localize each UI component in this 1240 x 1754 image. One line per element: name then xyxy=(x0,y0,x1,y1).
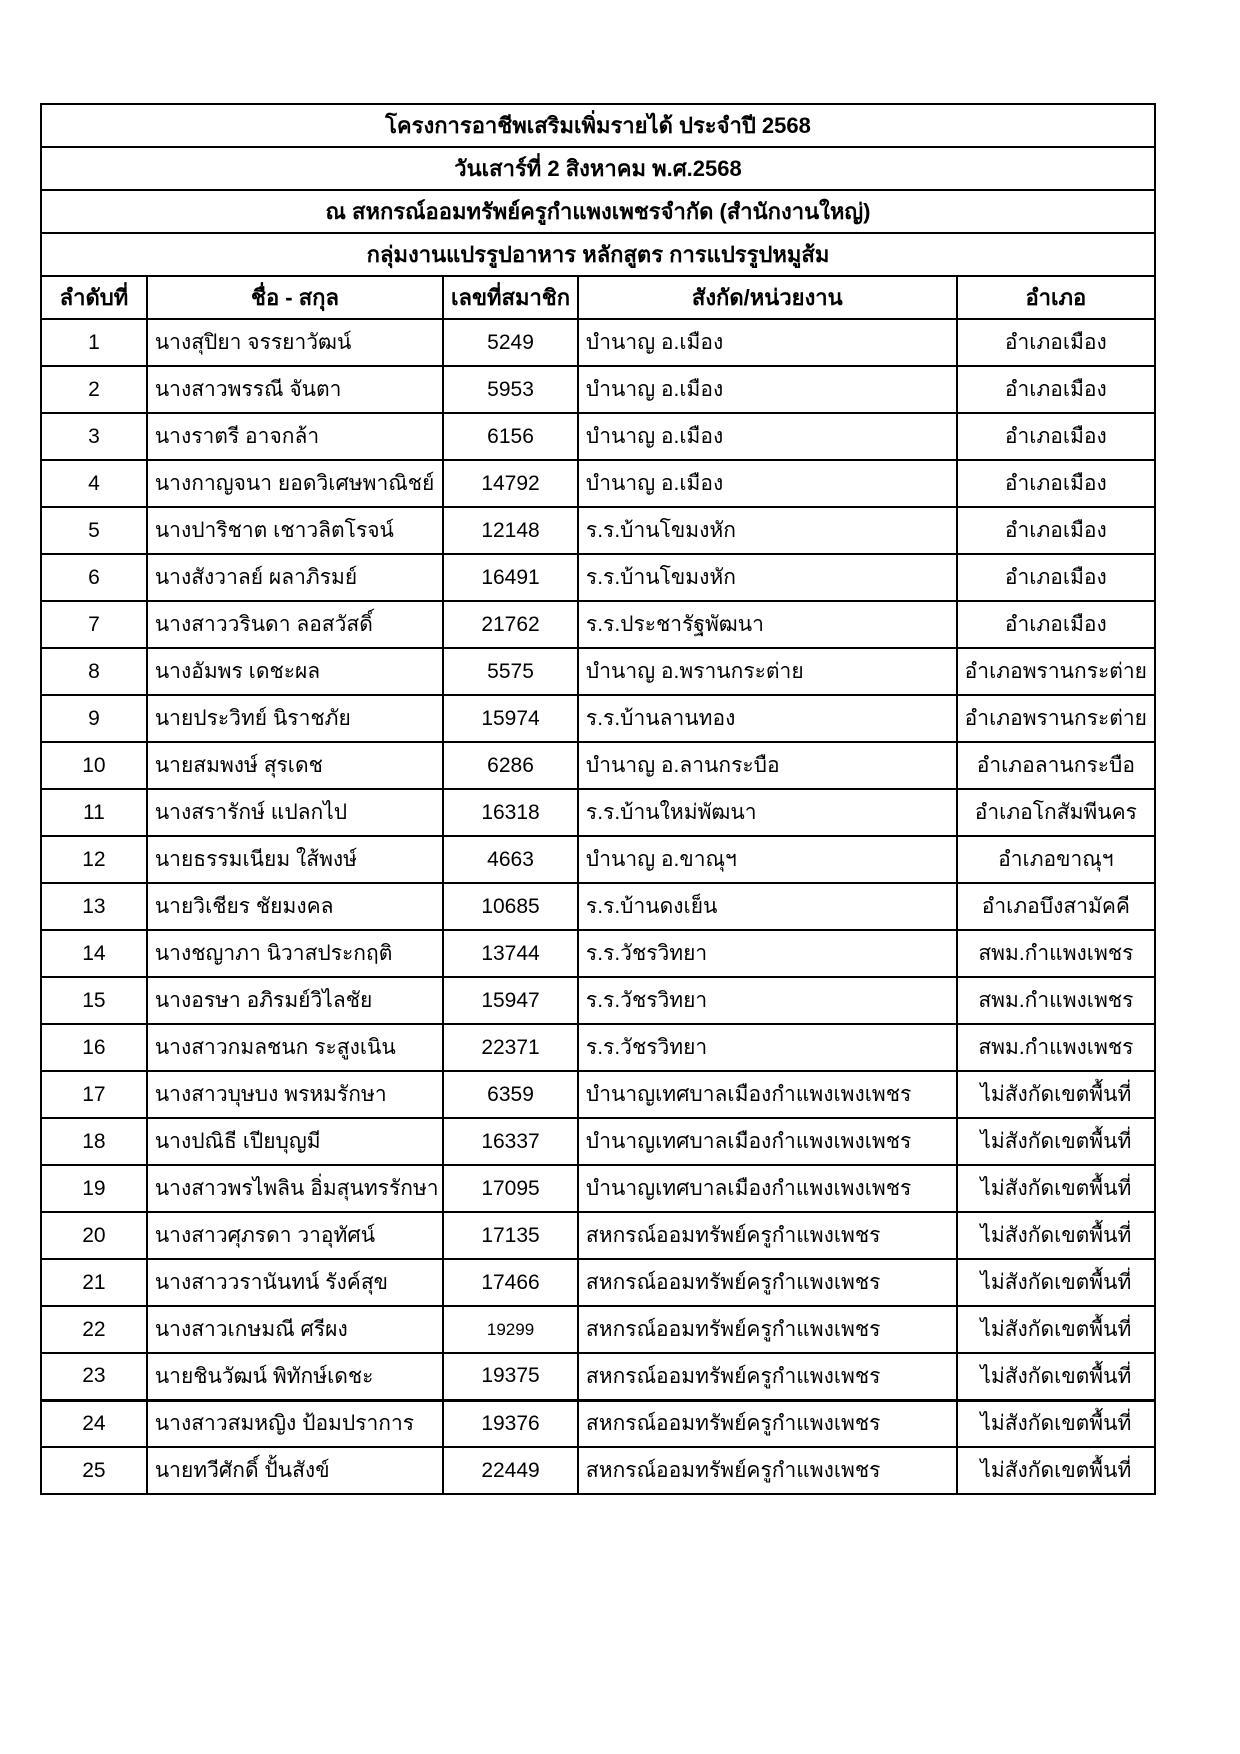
table-row xyxy=(41,789,1155,836)
row-member-cell: 13744 xyxy=(443,930,578,977)
row-affil-cell: ร.ร.บ้านโขมงหัก xyxy=(578,554,957,601)
row-district-cell: ไม่สังกัดเขตพื้นที่ xyxy=(957,1212,1155,1259)
row-member-cell: 5953 xyxy=(443,366,578,413)
row-member-cell: 6359 xyxy=(443,1071,578,1118)
row-district-cell: ไม่สังกัดเขตพื้นที่ xyxy=(957,1071,1155,1118)
row-member-cell: 15974 xyxy=(443,695,578,742)
row-name-cell: นางราตรี อาจกล้า xyxy=(147,413,443,460)
row-index-cell: 22 xyxy=(41,1306,147,1353)
row-district-cell: อำเภอเมือง xyxy=(957,366,1155,413)
event-date: วันเสาร์ที่ 2 สิงหาคม พ.ศ.2568 xyxy=(41,147,1155,190)
row-name-cell: นางสาววรานันทน์ รังค์สุข xyxy=(147,1259,443,1306)
row-district-cell: ไม่สังกัดเขตพื้นที่ xyxy=(957,1259,1155,1306)
table-row xyxy=(41,742,1155,789)
row-district-cell: อำเภอเมือง xyxy=(957,554,1155,601)
row-district-cell: ไม่สังกัดเขตพื้นที่ xyxy=(957,1118,1155,1165)
row-name-cell: นางสาวพรไพลิน อิ่มสุนทรรักษา xyxy=(147,1165,443,1212)
row-affil-cell: ร.ร.บ้านโขมงหัก xyxy=(578,507,957,554)
participant-table xyxy=(40,103,1156,1495)
row-name-cell: นางสาวเกษมณี ศรีผง xyxy=(147,1306,443,1353)
row-affil-cell: ร.ร.วัชรวิทยา xyxy=(578,977,957,1024)
row-index-cell: 3 xyxy=(41,413,147,460)
col-header-index: ลำดับที่ xyxy=(41,276,147,319)
row-member-cell: 6156 xyxy=(443,413,578,460)
row-member-cell: 4663 xyxy=(443,836,578,883)
table-row xyxy=(41,648,1155,695)
row-district-cell: ไม่สังกัดเขตพื้นที่ xyxy=(957,1165,1155,1212)
table-row xyxy=(41,460,1155,507)
row-index-cell: 14 xyxy=(41,930,147,977)
row-index-cell: 8 xyxy=(41,648,147,695)
title-row-venue xyxy=(41,190,1155,233)
row-name-cell: นางสังวาลย์ ผลาภิรมย์ xyxy=(147,554,443,601)
table-row xyxy=(41,1259,1155,1306)
row-district-cell: อำเภอลานกระบือ xyxy=(957,742,1155,789)
row-affil-cell: ร.ร.วัชรวิทยา xyxy=(578,1024,957,1071)
row-name-cell: นางกาญจนา ยอดวิเศษพาณิชย์ xyxy=(147,460,443,507)
row-district-cell: อำเภอเมือง xyxy=(957,601,1155,648)
row-affil-cell: ร.ร.บ้านลานทอง xyxy=(578,695,957,742)
row-affil-cell: ร.ร.บ้านใหม่พัฒนา xyxy=(578,789,957,836)
row-name-cell: นางสาววรินดา ลอสวัสดิ์ xyxy=(147,601,443,648)
row-affil-cell: บำนาญเทศบาลเมืองกำแพงเพงเพชร xyxy=(578,1071,957,1118)
row-member-cell: 19299 xyxy=(443,1306,578,1353)
row-index-cell: 1 xyxy=(41,319,147,366)
col-header-member-no: เลขที่สมาชิก xyxy=(443,276,578,319)
row-name-cell: นางอัมพร เดชะผล xyxy=(147,648,443,695)
row-index-cell: 11 xyxy=(41,789,147,836)
column-header-row xyxy=(41,276,1155,319)
row-member-cell: 6286 xyxy=(443,742,578,789)
row-index-cell: 5 xyxy=(41,507,147,554)
row-index-cell: 6 xyxy=(41,554,147,601)
row-index-cell: 4 xyxy=(41,460,147,507)
row-district-cell: ไม่สังกัดเขตพื้นที่ xyxy=(957,1353,1155,1400)
row-member-cell: 15947 xyxy=(443,977,578,1024)
table-row xyxy=(41,1118,1155,1165)
row-member-cell: 22371 xyxy=(443,1024,578,1071)
row-index-cell: 12 xyxy=(41,836,147,883)
row-index-cell: 23 xyxy=(41,1353,147,1400)
row-index-cell: 25 xyxy=(41,1447,147,1494)
table-row xyxy=(41,507,1155,554)
table-row xyxy=(41,319,1155,366)
row-affil-cell: บำนาญ อ.เมือง xyxy=(578,460,957,507)
row-affil-cell: สหกรณ์ออมทรัพย์ครูกำแพงเพชร xyxy=(578,1400,957,1447)
title-row-project xyxy=(41,104,1155,147)
row-index-cell: 10 xyxy=(41,742,147,789)
row-name-cell: นายชินวัฒน์ พิทักษ์เดชะ xyxy=(147,1353,443,1400)
row-affil-cell: บำนาญเทศบาลเมืองกำแพงเพงเพชร xyxy=(578,1165,957,1212)
row-index-cell: 17 xyxy=(41,1071,147,1118)
table-row xyxy=(41,836,1155,883)
row-name-cell: นายประวิทย์ นิราชภัย xyxy=(147,695,443,742)
row-name-cell: นางชญาภา นิวาสประกฤติ xyxy=(147,930,443,977)
row-district-cell: ไม่สังกัดเขตพื้นที่ xyxy=(957,1447,1155,1494)
row-affil-cell: บำนาญเทศบาลเมืองกำแพงเพงเพชร xyxy=(578,1118,957,1165)
row-affil-cell: บำนาญ อ.ขาณุฯ xyxy=(578,836,957,883)
row-member-cell: 14792 xyxy=(443,460,578,507)
row-index-cell: 2 xyxy=(41,366,147,413)
row-index-cell: 21 xyxy=(41,1259,147,1306)
row-district-cell: สพม.กำแพงเพชร xyxy=(957,977,1155,1024)
row-affil-cell: ร.ร.วัชรวิทยา xyxy=(578,930,957,977)
row-district-cell: อำเภอขาณุฯ xyxy=(957,836,1155,883)
row-member-cell: 12148 xyxy=(443,507,578,554)
table-row xyxy=(41,554,1155,601)
table-row xyxy=(41,695,1155,742)
row-affil-cell: บำนาญ อ.ลานกระบือ xyxy=(578,742,957,789)
row-affil-cell: สหกรณ์ออมทรัพย์ครูกำแพงเพชร xyxy=(578,1353,957,1400)
table-row xyxy=(41,930,1155,977)
row-name-cell: นางสุปิยา จรรยาวัฒน์ xyxy=(147,319,443,366)
row-district-cell: ไม่สังกัดเขตพื้นที่ xyxy=(957,1400,1155,1447)
row-affil-cell: ร.ร.ประชารัฐพัฒนา xyxy=(578,601,957,648)
table-row xyxy=(41,1306,1155,1353)
row-member-cell: 16318 xyxy=(443,789,578,836)
row-name-cell: นางอรษา อภิรมย์วิไลชัย xyxy=(147,977,443,1024)
table-row xyxy=(41,1024,1155,1071)
table-row xyxy=(41,413,1155,460)
table-body xyxy=(41,319,1155,1494)
row-index-cell: 24 xyxy=(41,1400,147,1447)
col-header-affiliation: สังกัด/หน่วยงาน xyxy=(578,276,957,319)
row-district-cell: อำเภอบึงสามัคคี xyxy=(957,883,1155,930)
row-index-cell: 19 xyxy=(41,1165,147,1212)
row-name-cell: นางสาวกมลชนก ระสูงเนิน xyxy=(147,1024,443,1071)
table-row xyxy=(41,1212,1155,1259)
row-district-cell: อำเภอโกสัมพีนคร xyxy=(957,789,1155,836)
row-district-cell: อำเภอเมือง xyxy=(957,319,1155,366)
table-row xyxy=(41,1400,1155,1447)
row-affil-cell: สหกรณ์ออมทรัพย์ครูกำแพงเพชร xyxy=(578,1259,957,1306)
row-index-cell: 15 xyxy=(41,977,147,1024)
row-district-cell: สพม.กำแพงเพชร xyxy=(957,930,1155,977)
row-name-cell: นางสรารักษ์ แปลกไป xyxy=(147,789,443,836)
row-affil-cell: บำนาญ อ.เมือง xyxy=(578,319,957,366)
row-district-cell: อำเภอพรานกระต่าย xyxy=(957,648,1155,695)
row-affil-cell: สหกรณ์ออมทรัพย์ครูกำแพงเพชร xyxy=(578,1306,957,1353)
row-member-cell: 5249 xyxy=(443,319,578,366)
row-index-cell: 13 xyxy=(41,883,147,930)
event-venue: ณ สหกรณ์ออมทรัพย์ครูกำแพงเพชรจำกัด (สำนักงานใหญ่) xyxy=(41,190,1155,233)
table-row xyxy=(41,601,1155,648)
row-member-cell: 17135 xyxy=(443,1212,578,1259)
row-member-cell: 16491 xyxy=(443,554,578,601)
row-index-cell: 18 xyxy=(41,1118,147,1165)
row-name-cell: นางปณิธี เปียบุญมี xyxy=(147,1118,443,1165)
table-row xyxy=(41,1447,1155,1494)
row-member-cell: 22449 xyxy=(443,1447,578,1494)
row-district-cell: อำเภอเมือง xyxy=(957,460,1155,507)
row-affil-cell: ร.ร.บ้านดงเย็น xyxy=(578,883,957,930)
row-member-cell: 16337 xyxy=(443,1118,578,1165)
table-row xyxy=(41,366,1155,413)
row-district-cell: อำเภอเมือง xyxy=(957,413,1155,460)
row-member-cell: 17466 xyxy=(443,1259,578,1306)
course-group: กลุ่มงานแปรรูปอาหาร หลักสูตร การแปรรูปหมูส้ม xyxy=(41,233,1155,276)
row-member-cell: 19376 xyxy=(443,1400,578,1447)
row-affil-cell: บำนาญ อ.พรานกระต่าย xyxy=(578,648,957,695)
row-index-cell: 16 xyxy=(41,1024,147,1071)
row-name-cell: นางปาริชาต เชาวลิตโรจน์ xyxy=(147,507,443,554)
project-title: โครงการอาชีพเสริมเพิ่มรายได้ ประจำปี 2568 xyxy=(41,104,1155,147)
roster-sheet xyxy=(40,103,1156,1495)
table-row xyxy=(41,1165,1155,1212)
row-member-cell: 19375 xyxy=(443,1353,578,1400)
table-row xyxy=(41,883,1155,930)
row-member-cell: 5575 xyxy=(443,648,578,695)
row-name-cell: นายทวีศักดิ์ ปั้นสังข์ xyxy=(147,1447,443,1494)
row-name-cell: นางสาวบุษบง พรหมรักษา xyxy=(147,1071,443,1118)
row-name-cell: นายสมพงษ์ สุรเดช xyxy=(147,742,443,789)
row-district-cell: ไม่สังกัดเขตพื้นที่ xyxy=(957,1306,1155,1353)
row-affil-cell: บำนาญ อ.เมือง xyxy=(578,413,957,460)
row-district-cell: สพม.กำแพงเพชร xyxy=(957,1024,1155,1071)
row-member-cell: 21762 xyxy=(443,601,578,648)
table-row xyxy=(41,1353,1155,1400)
row-member-cell: 17095 xyxy=(443,1165,578,1212)
row-district-cell: อำเภอพรานกระต่าย xyxy=(957,695,1155,742)
title-row-date xyxy=(41,147,1155,190)
row-district-cell: อำเภอเมือง xyxy=(957,507,1155,554)
table-row xyxy=(41,977,1155,1024)
col-header-district: อำเภอ xyxy=(957,276,1155,319)
row-name-cell: นายวิเชียร ชัยมงคล xyxy=(147,883,443,930)
row-name-cell: นางสาวศุภรดา วาอุทัศน์ xyxy=(147,1212,443,1259)
table-row xyxy=(41,1071,1155,1118)
row-index-cell: 20 xyxy=(41,1212,147,1259)
row-name-cell: นางสาวพรรณี จันตา xyxy=(147,366,443,413)
row-name-cell: นางสาวสมหญิง ป้อมปราการ xyxy=(147,1400,443,1447)
row-index-cell: 7 xyxy=(41,601,147,648)
title-row-course xyxy=(41,233,1155,276)
row-name-cell: นายธรรมเนียม ใส้พงษ์ xyxy=(147,836,443,883)
row-affil-cell: สหกรณ์ออมทรัพย์ครูกำแพงเพชร xyxy=(578,1212,957,1259)
row-member-cell: 10685 xyxy=(443,883,578,930)
col-header-name: ชื่อ - สกุล xyxy=(147,276,443,319)
row-affil-cell: บำนาญ อ.เมือง xyxy=(578,366,957,413)
row-index-cell: 9 xyxy=(41,695,147,742)
row-affil-cell: สหกรณ์ออมทรัพย์ครูกำแพงเพชร xyxy=(578,1447,957,1494)
